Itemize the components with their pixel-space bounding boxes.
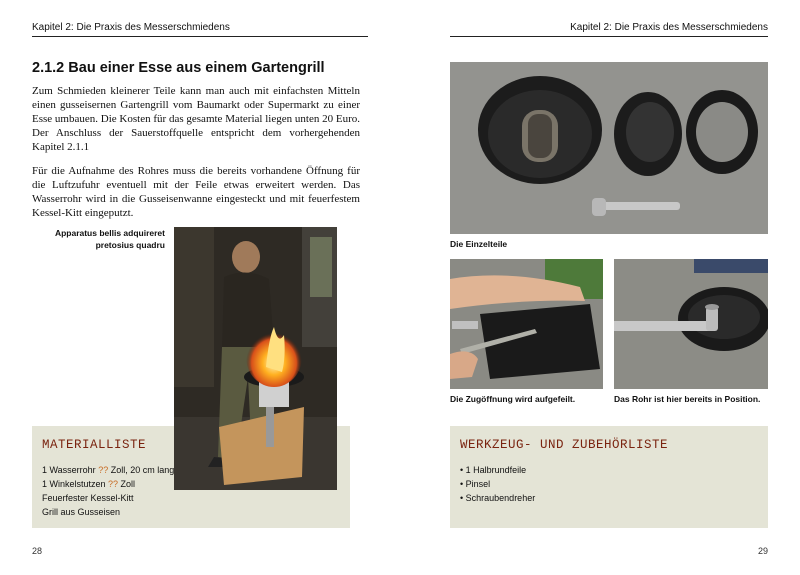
header-rule (32, 36, 368, 37)
materials-list (42, 463, 174, 519)
header-rule (450, 36, 768, 37)
list-item: Grill aus Gusseisen (42, 507, 121, 517)
photo-caption-line: pretosius quadru (95, 240, 165, 250)
body-text (32, 84, 360, 230)
list-item: • Pinsel (460, 479, 491, 489)
forge-photo-illustration (174, 227, 337, 490)
list-item: • 1 Halbrundfeile (460, 465, 527, 475)
forge-photo (174, 227, 337, 490)
tools-box (450, 426, 768, 528)
tools-title: WERKZEUG- UND ZUBEHÖRLISTE (460, 438, 669, 452)
pipe-photo-illustration (614, 259, 768, 389)
tools-list (460, 463, 535, 505)
materials-title: MATERIALLISTE (42, 438, 147, 452)
page-number: 28 (32, 546, 43, 556)
pipe-photo (614, 259, 768, 389)
photo-caption: Die Einzelteile (450, 239, 508, 249)
right-page (400, 0, 800, 575)
filing-photo-illustration (450, 259, 603, 389)
running-header: Kapitel 2: Die Praxis des Messerschmiedens (32, 22, 230, 33)
list-item: 1 Winkelstutzen ?? Zoll (42, 479, 136, 489)
paragraph: Für die Aufnahme des Rohres muss die bereits vorhandene Öffnung für die Luftzufuhr eventuell mit der Feile etwas erweitert werden. Das Wasserrohr wird in die Gusseisenwanne eingesteckt und mit feuerfestem Kessel-Kitt eingeputzt. (32, 165, 360, 219)
list-item: Feuerfester Kessel-Kitt (42, 493, 134, 503)
running-header: Kapitel 2: Die Praxis des Messerschmiedens (570, 22, 768, 33)
photo-caption (32, 227, 165, 251)
list-item: • Schraubendreher (460, 493, 536, 503)
list-item: 1 Wasserrohr ?? Zoll, 20 cm lang (42, 465, 175, 475)
photo-caption-line: Apparatus bellis adquireret (54, 228, 165, 238)
parts-photo-illustration (450, 62, 768, 234)
section-title: 2.1.2 Bau einer Esse aus einem Gartengrill (32, 60, 325, 76)
paragraph: Zum Schmieden kleinerer Teile kann man auch mit einfachsten Mitteln einen gusseisernen Gartengrill vom Baumarkt oder Supermarkt zu einer Esse umbauen. Die Kosten für das gesamte Material liegen unten 20 Euro. Der Anschluss der Sauerstoffquelle entspricht dem vorhergehenden Kapitel 2.1.1 (32, 85, 360, 153)
parts-photo (450, 62, 768, 234)
filing-photo (450, 259, 603, 389)
photo-caption: Das Rohr ist hier bereits in Position. (614, 394, 761, 404)
photo-caption: Die Zugöffnung wird aufgefeilt. (450, 394, 576, 404)
page-number: 29 (757, 546, 768, 556)
